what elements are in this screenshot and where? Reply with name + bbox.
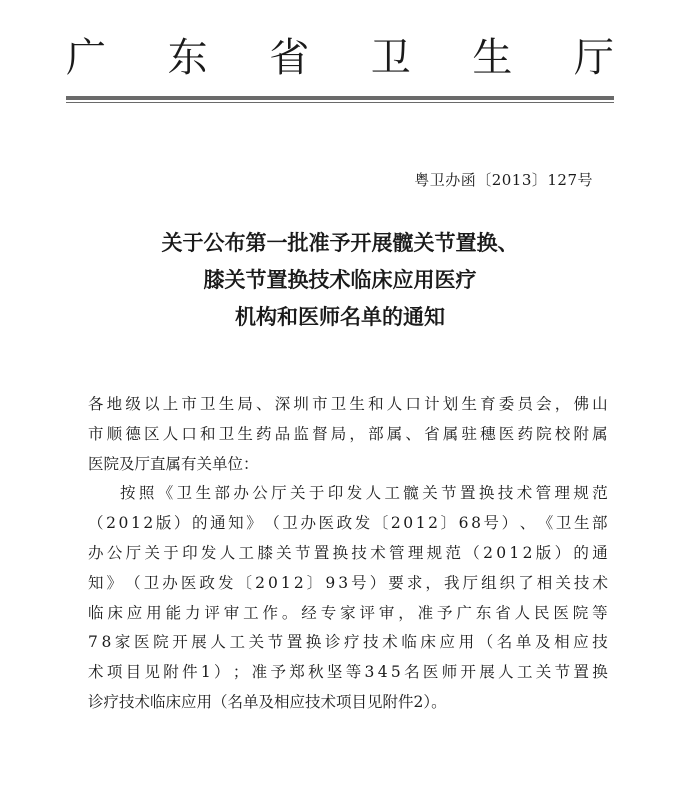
salutation-line: 市 顺 德 区 人 口 和 卫 生 药 品 监 督 局 ， 部 属 、 省 属 驻 穗 医 药 院 校 附 属 bbox=[88, 424, 608, 443]
document-number: 粤卫办函〔2013〕127号 bbox=[414, 171, 593, 189]
paragraph-line: 办 公 厅 关 于 印 发 人 工 膝 关 节 置 换 技 术 管 理 规 范 （ 2 0 1 2 版 ） 的 通 bbox=[88, 543, 608, 562]
letterhead-char: 卫 bbox=[370, 35, 411, 81]
document-body bbox=[88, 390, 608, 718]
letterhead-char: 广 bbox=[66, 35, 106, 81]
letterhead-char: 生 bbox=[472, 35, 513, 81]
letterhead-rule-thick bbox=[66, 96, 614, 100]
paragraph-line: 7 8 家 医 院 开 展 人 工 关 节 置 换 诊 疗 技 术 临 床 应 用 （ 名 单 及 相 应 技 bbox=[88, 633, 608, 652]
document-title bbox=[80, 224, 600, 335]
paragraph-line: 按 照 《 卫 生 部 办 公 厅 关 于 印 发 人 工 髋 关 节 置 换 技 术 管 理 规 范 bbox=[120, 484, 608, 503]
letterhead-char: 厅 bbox=[573, 35, 614, 81]
letterhead-title bbox=[66, 28, 614, 88]
salutation-line: 医院及厅直属有关单位： bbox=[88, 454, 259, 473]
letterhead-char: 东 bbox=[167, 35, 208, 81]
salutation-line: 各 地 级 以 上 市 卫 生 局 、 深 圳 市 卫 生 和 人 口 计 划 生 育 委 员 会 ， 佛 山 bbox=[88, 395, 608, 413]
title-line: 机构和医师名单的通知 bbox=[235, 304, 445, 329]
letterhead-rule-thin bbox=[66, 102, 614, 103]
title-line: 关于公布第一批准予开展髋关节置换、 bbox=[161, 230, 519, 255]
paragraph-line: 诊疗技术临床应用（名单及相应技术项目见附件2）。 bbox=[88, 692, 447, 711]
paragraph-line: 知 》 （ 卫 办 医 政 发 〔 2 0 1 2 〕 9 3 号 ） 要 求 ， 我 厅 组 织 了 相 关 技 术 bbox=[88, 573, 608, 592]
letterhead-char: 省 bbox=[269, 35, 310, 81]
title-line: 膝关节置换技术临床应用医疗 bbox=[203, 267, 477, 292]
paragraph-line: 术 项 目 见 附 件 1 ） ； 准 予 郑 秋 坚 等 3 4 5 名 医 师 开 展 人 工 关 节 置 换 bbox=[88, 663, 608, 682]
paragraph-line: 临 床 应 用 能 力 评 审 工 作 。 经 专 家 评 审 ， 准 予 广 东 省 人 民 医 院 等 bbox=[88, 603, 608, 622]
paragraph-line: （ 2 0 1 2 版 ） 的 通 知 》 （ 卫 办 医 政 发 〔 2 0 1 2 〕 6 8 号 ） 、 《 卫 生 部 bbox=[88, 514, 608, 533]
